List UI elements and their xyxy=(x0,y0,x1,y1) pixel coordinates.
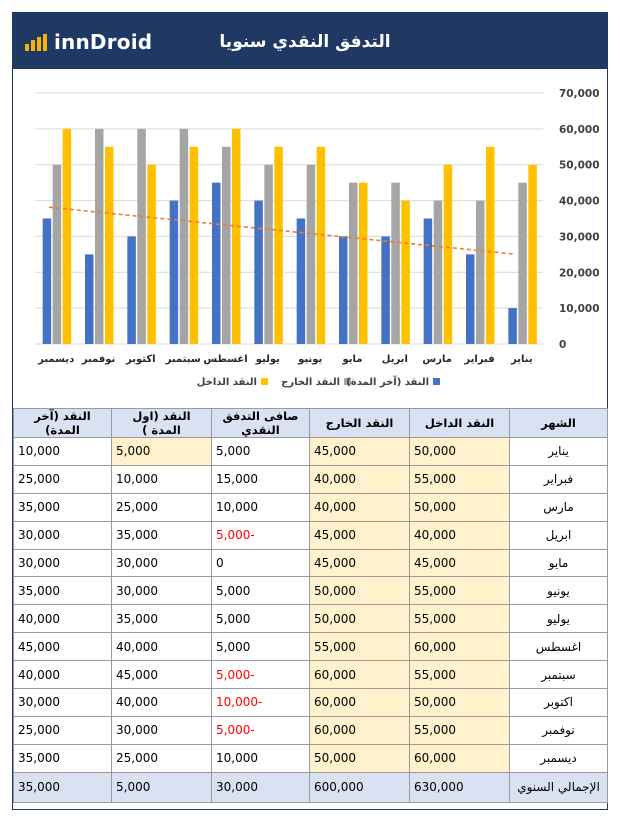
month-cell: اكتوبر xyxy=(510,689,608,717)
value-cell: 45,000 xyxy=(112,661,212,689)
month-cell: ديسمبر xyxy=(510,744,608,772)
value-cell: 40,000 xyxy=(310,465,410,493)
bar-outflow xyxy=(180,129,189,344)
bar-inflow xyxy=(105,147,114,344)
x-tick-label: يوليو xyxy=(255,354,280,365)
bar-outflow xyxy=(95,129,104,344)
bar-outflow xyxy=(518,183,527,344)
value-cell: 45,000 xyxy=(310,549,410,577)
table-row xyxy=(14,521,608,549)
table-row xyxy=(14,633,608,661)
value-cell: 25,000 xyxy=(112,744,212,772)
value-cell: 5,000 xyxy=(112,772,212,802)
value-cell: 30,000 xyxy=(212,772,310,802)
cash-flow-chart xyxy=(13,69,607,407)
value-cell: 25,000 xyxy=(14,465,112,493)
bar-inflow xyxy=(528,165,537,344)
value-cell: 5,000 xyxy=(212,438,310,466)
table-header-cell: النقد الخارج xyxy=(310,409,410,438)
bar-ending-cash xyxy=(127,236,136,344)
table-row xyxy=(14,577,608,605)
bar-inflow xyxy=(359,183,368,344)
value-cell: 60,000 xyxy=(410,633,510,661)
value-cell: 10,000 xyxy=(212,744,310,772)
table-row xyxy=(14,605,608,633)
value-cell: 55,000 xyxy=(310,633,410,661)
x-tick-label: مايو xyxy=(342,354,363,365)
month-cell: يوليو xyxy=(510,605,608,633)
month-cell: يناير xyxy=(510,438,608,466)
bar-inflow xyxy=(317,147,326,344)
bar-ending-cash xyxy=(43,219,52,345)
bar-chart-logo-icon xyxy=(24,33,50,51)
x-tick-label: ابريل xyxy=(381,354,408,365)
value-cell: 5,000 xyxy=(212,605,310,633)
table-row xyxy=(14,744,608,772)
bar-inflow xyxy=(232,129,241,344)
x-tick-label: اكتوبر xyxy=(126,354,156,365)
bar-outflow xyxy=(53,165,62,344)
value-cell: 40,000 xyxy=(14,605,112,633)
value-cell: 30,000 xyxy=(112,577,212,605)
value-cell: 60,000 xyxy=(410,744,510,772)
value-cell: 35,000 xyxy=(112,521,212,549)
legend-swatch xyxy=(261,378,268,385)
bar-outflow xyxy=(349,183,358,344)
value-cell: 35,000 xyxy=(14,772,112,802)
value-cell: 630,000 xyxy=(410,772,510,802)
value-cell: -5,000 xyxy=(212,521,310,549)
value-cell: 50,000 xyxy=(410,493,510,521)
bar-outflow xyxy=(476,201,485,344)
value-cell: 60,000 xyxy=(310,661,410,689)
value-cell: 40,000 xyxy=(310,493,410,521)
bar-ending-cash xyxy=(170,201,179,344)
bar-inflow xyxy=(274,147,283,344)
bar-ending-cash xyxy=(212,183,221,344)
value-cell: 30,000 xyxy=(112,716,212,744)
bar-inflow xyxy=(190,147,199,344)
value-cell: 25,000 xyxy=(14,716,112,744)
bar-inflow xyxy=(401,201,410,344)
table-header-cell: الشهر xyxy=(510,409,608,438)
table-row xyxy=(14,716,608,744)
x-tick-label: سبتمبر xyxy=(165,354,201,365)
total-row xyxy=(14,772,608,802)
table-row xyxy=(14,438,608,466)
table-row xyxy=(14,689,608,717)
value-cell: -10,000 xyxy=(212,689,310,717)
value-cell: 45,000 xyxy=(310,438,410,466)
bar-inflow xyxy=(486,147,495,344)
page-title: التدفق النقدي سنويا xyxy=(219,32,391,52)
value-cell: 60,000 xyxy=(310,716,410,744)
table-header-cell: النقد (آخر المدة) xyxy=(14,409,112,438)
x-tick-label: ديسمبر xyxy=(38,354,75,365)
bar-outflow xyxy=(391,183,400,344)
value-cell: 50,000 xyxy=(410,438,510,466)
bar-ending-cash xyxy=(466,254,475,344)
value-cell: 55,000 xyxy=(410,465,510,493)
y-tick-label: 0 xyxy=(559,339,567,351)
value-cell: 50,000 xyxy=(310,744,410,772)
value-cell: 5,000 xyxy=(112,438,212,466)
month-cell: ابريل xyxy=(510,521,608,549)
month-cell: الإجمالي السنوي xyxy=(510,772,608,802)
value-cell: 0 xyxy=(212,549,310,577)
bar-outflow xyxy=(222,147,231,344)
value-cell: 15,000 xyxy=(212,465,310,493)
x-tick-label: مارس xyxy=(422,354,452,365)
value-cell: 35,000 xyxy=(14,744,112,772)
value-cell: 50,000 xyxy=(310,577,410,605)
month-cell: نوفمبر xyxy=(510,716,608,744)
value-cell: 50,000 xyxy=(410,689,510,717)
bar-ending-cash xyxy=(381,236,390,344)
y-tick-label: 70,000 xyxy=(559,88,600,100)
legend-label: النقد الخارج xyxy=(281,377,340,388)
value-cell: 60,000 xyxy=(310,689,410,717)
month-cell: اغسطس xyxy=(510,633,608,661)
bar-outflow xyxy=(434,201,443,344)
value-cell: 40,000 xyxy=(112,689,212,717)
legend-label: النقد الداخل xyxy=(196,377,257,388)
x-tick-label: يناير xyxy=(511,354,533,365)
legend-swatch xyxy=(433,378,440,385)
value-cell: 45,000 xyxy=(410,549,510,577)
value-cell: 10,000 xyxy=(212,493,310,521)
value-cell: -5,000 xyxy=(212,661,310,689)
value-cell: 5,000 xyxy=(212,633,310,661)
value-cell: 25,000 xyxy=(112,493,212,521)
value-cell: 35,000 xyxy=(14,493,112,521)
x-tick-label: فبراير xyxy=(464,354,495,365)
value-cell: -5,000 xyxy=(212,716,310,744)
legend-label: النقد (آخر المدة) xyxy=(346,377,429,388)
bar-inflow xyxy=(147,165,156,344)
bar-ending-cash xyxy=(297,219,306,345)
y-tick-label: 60,000 xyxy=(559,123,600,136)
value-cell: 30,000 xyxy=(112,549,212,577)
cash-flow-table xyxy=(13,408,608,803)
value-cell: 30,000 xyxy=(14,521,112,549)
table-header-cell: النقد (اول المدة ) xyxy=(112,409,212,438)
bar-outflow xyxy=(264,165,273,344)
month-cell: مايو xyxy=(510,549,608,577)
table-row xyxy=(14,493,608,521)
table-row xyxy=(14,661,608,689)
bar-ending-cash xyxy=(424,219,433,345)
value-cell: 55,000 xyxy=(410,661,510,689)
value-cell: 50,000 xyxy=(310,605,410,633)
brand-logo xyxy=(24,28,152,56)
month-cell: فبراير xyxy=(510,465,608,493)
y-tick-label: 30,000 xyxy=(559,231,600,244)
y-tick-label: 10,000 xyxy=(559,303,600,316)
bar-inflow xyxy=(444,165,453,344)
table-row xyxy=(14,465,608,493)
value-cell: 30,000 xyxy=(14,689,112,717)
value-cell: 40,000 xyxy=(112,633,212,661)
y-tick-label: 40,000 xyxy=(559,195,600,208)
month-cell: يونيو xyxy=(510,577,608,605)
value-cell: 10,000 xyxy=(14,438,112,466)
table-header-cell: صافى التدفق النقدي xyxy=(212,409,310,438)
value-cell: 55,000 xyxy=(410,577,510,605)
bar-outflow xyxy=(137,129,146,344)
x-tick-label: نوفمبر xyxy=(81,354,116,365)
bar-outflow xyxy=(307,165,316,344)
value-cell: 55,000 xyxy=(410,605,510,633)
value-cell: 35,000 xyxy=(14,577,112,605)
bar-inflow xyxy=(63,129,72,344)
value-cell: 40,000 xyxy=(14,661,112,689)
table-header-cell: النقد الداخل xyxy=(410,409,510,438)
y-tick-label: 20,000 xyxy=(559,267,600,280)
value-cell: 35,000 xyxy=(112,605,212,633)
bar-ending-cash xyxy=(508,308,517,344)
month-cell: سبتمبر xyxy=(510,661,608,689)
value-cell: 600,000 xyxy=(310,772,410,802)
value-cell: 5,000 xyxy=(212,577,310,605)
value-cell: 10,000 xyxy=(112,465,212,493)
value-cell: 45,000 xyxy=(14,633,112,661)
logo-text: innDroid xyxy=(54,30,153,54)
chart-area xyxy=(13,69,607,407)
y-tick-label: 50,000 xyxy=(559,159,600,172)
value-cell: 40,000 xyxy=(410,521,510,549)
value-cell: 45,000 xyxy=(310,521,410,549)
table-row xyxy=(14,549,608,577)
bar-ending-cash xyxy=(339,236,348,344)
value-cell: 55,000 xyxy=(410,716,510,744)
x-tick-label: يونيو xyxy=(298,354,323,365)
x-tick-label: اغسطس xyxy=(203,354,248,365)
bar-ending-cash xyxy=(254,201,262,344)
value-cell: 30,000 xyxy=(14,549,112,577)
table-header-row xyxy=(14,409,608,438)
month-cell: مارس xyxy=(510,493,608,521)
bar-ending-cash xyxy=(85,254,94,344)
